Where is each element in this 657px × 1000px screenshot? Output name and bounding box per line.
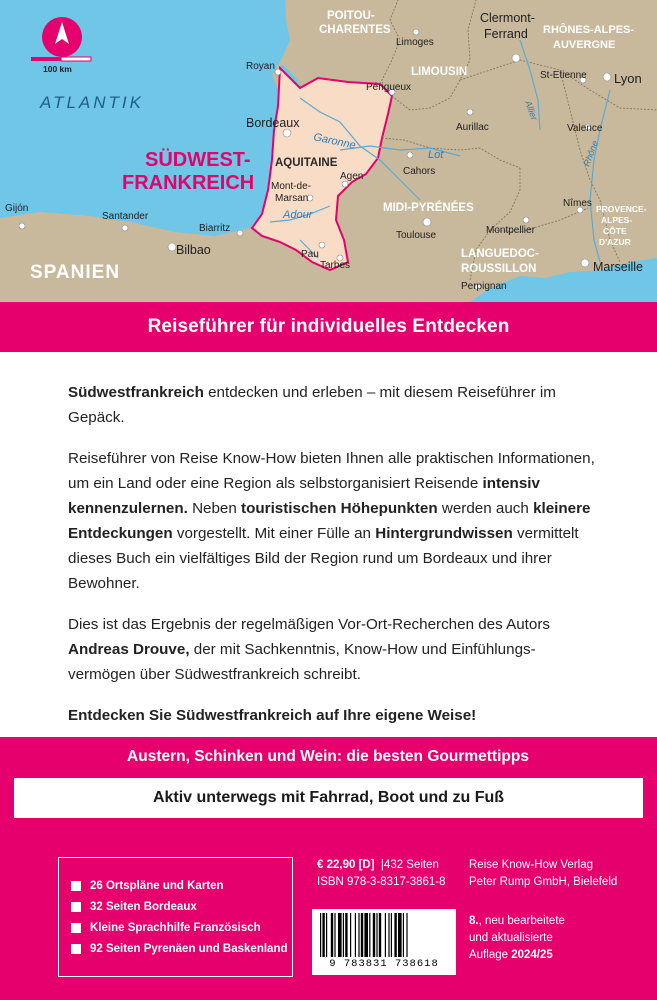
- bullet-item: [71, 938, 292, 959]
- city-valence: Valence: [567, 123, 603, 134]
- barcode-bar: [350, 913, 351, 957]
- barcode-bar: [391, 913, 392, 957]
- square-bullet-icon: [71, 902, 81, 912]
- contents-box: [58, 857, 293, 977]
- map-scale-logo: [31, 17, 91, 61]
- edition-line: Auflage: [469, 949, 512, 961]
- barcode-bar: [364, 913, 368, 957]
- barcode-bar: [361, 913, 363, 957]
- city-santander: Santander: [102, 211, 149, 222]
- region-midi: MIDI-PYRÉNÉES: [383, 202, 474, 214]
- barcode-number: 9 783831 738618: [329, 958, 439, 970]
- barcode-bar: [355, 913, 356, 957]
- bullet-text: Kleine Sprachhilfe Französisch: [90, 921, 261, 934]
- barcode-bar: [338, 913, 342, 957]
- price: € 22,90 [D]: [317, 859, 375, 871]
- text-run: Neben: [187, 500, 242, 517]
- barcode-bar: [322, 913, 324, 957]
- paragraph-1: [68, 380, 598, 430]
- bullet-item: [71, 875, 292, 896]
- city-tarbes: Tarbes: [320, 260, 351, 271]
- region-provence-3: CÔTE: [603, 226, 627, 236]
- bold-text: Südwestfrankreich: [68, 384, 204, 401]
- barcode-bar: [379, 913, 381, 957]
- city-bilbao: Bilbao: [176, 243, 211, 257]
- barcode-bar: [398, 913, 402, 957]
- price-info: € 22,90 [D] |432 Seiten ISBN 978-3-8317-3861-8: [317, 857, 446, 891]
- map-scale-label: 100 km: [43, 64, 72, 74]
- city-pau: Pau: [301, 249, 319, 260]
- publisher-info: [469, 857, 617, 891]
- region-poitou-1: POITOU-: [327, 10, 375, 22]
- tagline-text: Reiseführer für individuelles Entdecken: [147, 316, 510, 337]
- bold-text: intensiv kennenzulernen.: [68, 475, 540, 517]
- paragraph-2: [68, 446, 598, 596]
- city-clermont-1: Clermont-: [480, 11, 535, 25]
- barcode: [312, 909, 456, 975]
- bold-text: kleinere Entdeckungen: [68, 500, 591, 542]
- text-run: vermittelt dieses Buch ein vielfältiges Bild der Region rund um Bordeaux und ihrer Bewohner.: [68, 525, 579, 592]
- square-bullet-icon: [71, 923, 81, 933]
- region-provence-1: PROVENCE-: [596, 204, 647, 214]
- barcode-bar: [406, 913, 407, 957]
- city-bordeaux: Bordeaux: [246, 116, 300, 130]
- river-lot: Lot: [428, 149, 444, 161]
- country-label: SPANIEN: [30, 262, 121, 283]
- highlight-label-1: SÜDWEST-: [145, 149, 251, 171]
- page-count: 432 Seiten: [383, 859, 439, 871]
- edition-number: 8.: [469, 915, 479, 927]
- region-limousin: LIMOUSIN: [411, 66, 468, 78]
- barcode-bar: [385, 913, 386, 957]
- river-garonne: Garonne: [312, 131, 357, 152]
- river-adour: Adour: [283, 209, 313, 221]
- city-toulouse: Toulouse: [396, 230, 437, 241]
- region-rhone-1: RHÔNES-ALPES-: [543, 24, 635, 36]
- publisher-name: Reise Know-How Verlag: [469, 859, 594, 871]
- barcode-bar: [388, 913, 389, 957]
- barcode-bar: [343, 913, 344, 957]
- highlight-label-2: FRANKREICH: [122, 172, 255, 194]
- barcode-bar: [373, 913, 375, 957]
- region-map: [0, 0, 657, 302]
- city-cahors: Cahors: [403, 166, 436, 177]
- city-royan: Royan: [246, 61, 275, 72]
- edition-line: , neu bearbeitete: [478, 915, 565, 927]
- barcode-bar: [394, 913, 396, 957]
- text-run: der mit Sachkenntnis, Know-How und Einfühlungsvermögen über Südwestfrankreich schreibt.: [68, 641, 536, 683]
- city-limoges: Limoges: [396, 37, 434, 48]
- bullet-item: [71, 896, 292, 917]
- text-run: vorgestellt. Mit einer Fülle an: [172, 525, 376, 542]
- paragraph-4: [68, 703, 598, 728]
- barcode-bar: [369, 913, 370, 957]
- bold-text: Hintergrundwissen: [375, 525, 513, 542]
- text-run: Reiseführer von Reise Know-How bieten Ihnen alle praktischen Informationen, um ein Land oder eine Region als selbstorganisiert Reisende: [68, 450, 595, 492]
- edition-year: 2024/25: [511, 949, 553, 961]
- city-st-etienne: St-Etienne: [540, 70, 587, 81]
- region-poitou-2: CHARENTES: [319, 24, 391, 36]
- city-mont-2: Marsan: [275, 193, 309, 204]
- paragraph-3: [68, 612, 598, 687]
- region-languedoc-1: LANGUEDOC-: [461, 248, 539, 260]
- barcode-bars: [318, 913, 450, 957]
- city-agen: Agen: [340, 171, 364, 182]
- bullet-text: 32 Seiten Bordeaux: [90, 900, 197, 913]
- city-marseille: Marseille: [593, 260, 644, 274]
- edition-info: [469, 913, 565, 964]
- city-biarritz: Biarritz: [199, 223, 231, 234]
- tagline-bar: [0, 302, 657, 352]
- barcode-bar: [331, 913, 333, 957]
- region-rhone-2: AUVERGNE: [553, 39, 616, 51]
- text-run: Dies ist das Ergebnis der regelmäßigen Vor-Ort-Recherchen des Autors: [68, 616, 551, 633]
- city-gijon: Gijón: [5, 203, 29, 214]
- bold-text: Andreas Drouve,: [68, 641, 190, 658]
- barcode-bar: [403, 913, 404, 957]
- sea-label: ATLANTIK: [40, 93, 144, 112]
- publisher-company: Peter Rump GmbH, Bielefeld: [469, 876, 618, 888]
- isbn: ISBN 978-3-8317-3861-8: [317, 876, 446, 888]
- barcode-bar: [334, 913, 335, 957]
- region-languedoc-2: ROUSSILLON: [461, 263, 537, 275]
- text-run: werden auch: [437, 500, 534, 517]
- description-text: [68, 380, 598, 744]
- bold-text: Entdecken Sie Südwestfrankreich auf Ihre eigene Weise!: [68, 707, 477, 724]
- bold-text: touristischen Höhepunkten: [241, 500, 438, 517]
- city-clermont-2: Ferrand: [484, 27, 528, 41]
- city-lyon: Lyon: [614, 71, 642, 86]
- barcode-bar: [326, 913, 327, 957]
- feature-band-active: [14, 778, 643, 818]
- river-allier: Allier: [523, 99, 540, 122]
- feature-band-active-text: Aktiv unterwegs mit Fahrrad, Boot und zu Fuß: [152, 789, 505, 806]
- square-bullet-icon: [71, 944, 81, 954]
- bullet-text: 26 Ortspläne und Karten: [90, 879, 224, 892]
- city-montpellier: Montpellier: [486, 225, 535, 236]
- barcode-bar: [345, 913, 347, 957]
- square-bullet-icon: [71, 881, 81, 891]
- feature-band-gourmet: [88, 740, 568, 774]
- city-perigueux: Périgueux: [366, 82, 412, 93]
- city-aurillac: Aurillac: [456, 122, 489, 133]
- city-nimes: Nîmes: [563, 198, 592, 209]
- barcode-bar: [320, 913, 321, 957]
- region-provence-4: D'AZUR: [599, 237, 631, 247]
- barcode-bar: [376, 913, 377, 957]
- feature-band-gourmet-text: Austern, Schinken und Wein: die besten Gourmettipps: [127, 748, 529, 765]
- bullet-item: [71, 917, 292, 938]
- barcode-bar: [358, 913, 359, 957]
- city-mont-1: Mont-de-: [271, 181, 312, 192]
- river-rhone: Rhône: [581, 139, 600, 168]
- text-run: entdecken und erleben – mit diesem Reiseführer im Gepäck.: [68, 384, 556, 426]
- edition-line: und aktualisierte: [469, 932, 553, 944]
- map-graphic: [0, 0, 657, 302]
- bullet-text: 92 Seiten Pyrenäen und Baskenland: [90, 942, 288, 955]
- region-aquitaine: AQUITAINE: [275, 157, 338, 169]
- city-perpignan: Perpignan: [461, 281, 507, 292]
- region-provence-2: ALPES-: [601, 215, 633, 225]
